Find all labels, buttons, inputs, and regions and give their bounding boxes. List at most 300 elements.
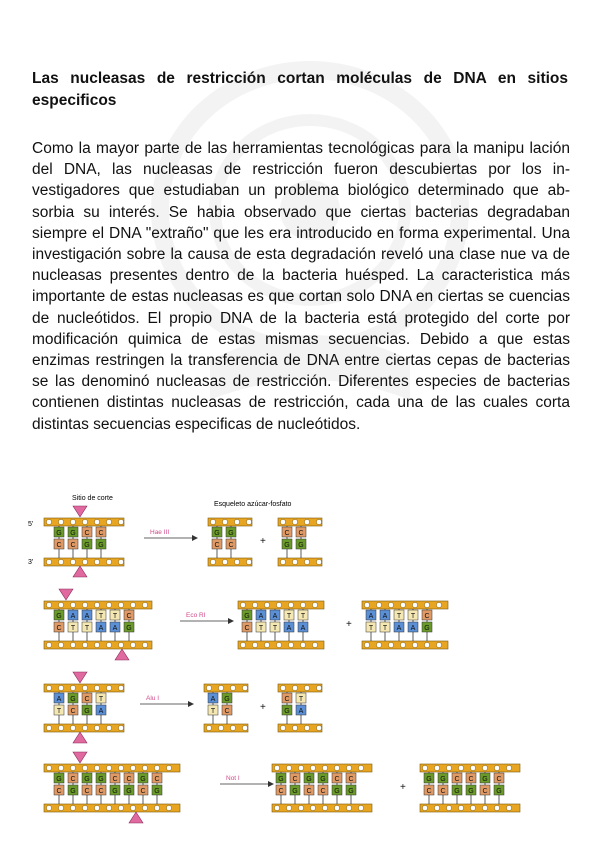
phosphate-dot [412,602,417,607]
phosphate-dot [446,805,451,810]
phosphate-dot [286,765,291,770]
label-backbone: Esqueleto azúcar-fosfato [214,501,292,508]
nucleotide-letter: C [320,788,326,795]
phosphate-dot [240,602,245,607]
nucleotide-letter: G [70,788,76,795]
phosphate-dot [246,559,251,564]
nucleotide-letter: A [56,696,62,703]
phosphate-dot [494,805,499,810]
phosphate-dot [276,642,281,647]
phosphate-dot [94,725,99,730]
phosphate-dot [436,602,441,607]
phosphate-dot [240,642,245,647]
phosphate-dot [358,805,363,810]
restriction-enzyme-figure [28,488,578,833]
phosphate-dot [58,765,63,770]
label-5-prime: 5' [28,521,34,528]
phosphate-dot [94,642,99,647]
phosphate-dot [106,559,111,564]
phosphate-dot [388,642,393,647]
nucleotide-letter: T [410,613,416,620]
phosphate-dot [310,765,315,770]
cut-marker-top [59,589,73,600]
nucleotide-letter: T [70,625,76,632]
nucleotide-letter: T [298,696,304,703]
phosphate-dot [310,805,315,810]
phosphate-dot [400,642,405,647]
arrow-head [268,781,274,787]
phosphate-dot [142,805,147,810]
panel-not-i [44,764,520,812]
nucleotide-letter: G [70,530,76,537]
panel-alu-i [44,684,322,732]
phosphate-dot [46,602,51,607]
nucleotide-letter: T [84,625,90,632]
phosphate-dot [206,725,211,730]
phosphate-dot [334,805,339,810]
phosphate-dot [70,765,75,770]
nucleotide-letter: G [214,530,220,537]
phosphate-dot [118,602,123,607]
nucleotide-letter: T [396,613,402,620]
nucleotide-letter: G [84,542,90,549]
nucleotide-letter: G [278,776,284,783]
nucleotide-letter: G [284,542,290,549]
phosphate-dot [242,685,247,690]
phosphate-dot [142,765,147,770]
phosphate-dot [234,559,239,564]
page-title: Las nucleasas de restricción cortan moléculas de DNA en sitios especificos [32,70,568,109]
phosphate-dot [298,805,303,810]
phosphate-dot [364,602,369,607]
phosphate-dot [280,685,285,690]
phosphate-dot [234,519,239,524]
nucleotide-letter: C [278,788,284,795]
phosphate-dot [280,559,285,564]
phosphate-dot [298,765,303,770]
nucleotide-letter: T [300,613,306,620]
cut-marker-top [73,506,87,517]
phosphate-dot [82,765,87,770]
phosphate-dot [130,602,135,607]
phosphate-dot [82,519,87,524]
plus-sign: + [260,536,266,547]
phosphate-dot [58,519,63,524]
nucleotide-letter: A [396,625,402,632]
nucleotide-letter: T [258,625,264,632]
phosphate-dot [434,805,439,810]
nucleotide-letter: A [70,613,76,620]
phosphate-dot [106,519,111,524]
nucleotide-letter: G [440,776,446,783]
phosphate-dot [94,765,99,770]
phosphate-dot [82,642,87,647]
nucleotide-letter: C [244,625,250,632]
product-fragment [204,684,248,732]
phosphate-dot [206,685,211,690]
phosphate-dot [118,805,123,810]
phosphate-dot [346,765,351,770]
phosphate-dot [334,765,339,770]
nucleotide-letter: G [84,708,90,715]
nucleotide-letter: G [496,788,502,795]
nucleotide-letter: C [126,613,132,620]
nucleotide-letter: C [84,696,90,703]
nucleotide-letter: G [126,625,132,632]
nucleotide-letter: G [224,696,230,703]
phosphate-dot [154,805,159,810]
phosphate-dot [292,519,297,524]
phosphate-dot [94,602,99,607]
arrow-head [228,618,234,624]
label-cut-site: Sitio de corte [72,495,113,502]
nucleotide-letter: C [70,542,76,549]
nucleotide-letter: C [98,530,104,537]
nucleotide-letter: C [126,776,132,783]
phosphate-dot [400,602,405,607]
nucleotide-letter: C [468,776,474,783]
phosphate-dot [82,602,87,607]
product-fragment [272,764,372,812]
phosphate-dot [70,519,75,524]
phosphate-dot [94,805,99,810]
phosphate-dot [252,642,257,647]
phosphate-dot [274,805,279,810]
nucleotide-letter: G [482,776,488,783]
product-fragment [420,764,520,812]
nucleotide-letter: C [98,788,104,795]
phosphate-dot [82,725,87,730]
nucleotide-letter: C [224,708,230,715]
nucleotide-letter: G [298,542,304,549]
nucleotide-letter: C [298,530,304,537]
phosphate-dot [222,559,227,564]
plus-sign: + [260,702,266,713]
nucleotide-letter: C [56,625,62,632]
phosphate-dot [118,725,123,730]
phosphate-dot [218,685,223,690]
phosphate-dot [58,642,63,647]
phosphate-dot [70,685,75,690]
phosphate-dot [412,642,417,647]
phosphate-dot [70,642,75,647]
phosphate-dot [288,642,293,647]
phosphate-dot [58,805,63,810]
nucleotide-letter: C [482,788,488,795]
nucleotide-letter: C [426,788,432,795]
phosphate-dot [70,602,75,607]
arrow-head [192,535,198,541]
product-fragment [238,601,324,649]
phosphate-dot [230,725,235,730]
product-fragment [362,601,448,649]
phosphate-dot [316,725,321,730]
nucleotide-letter: A [368,613,374,620]
phosphate-dot [46,559,51,564]
phosphate-dot [316,685,321,690]
phosphate-dot [506,805,511,810]
nucleotide-letter: C [348,776,354,783]
phosphate-dot [388,602,393,607]
nucleotide-letter: C [56,542,62,549]
nucleotide-letter: G [112,788,118,795]
nucleotide-letter: G [292,788,298,795]
nucleotide-letter: C [228,542,234,549]
phosphate-dot [130,805,135,810]
nucleotide-letter: A [112,625,118,632]
phosphate-dot [246,519,251,524]
phosphate-dot [458,805,463,810]
phosphate-dot [316,559,321,564]
label-3-prime: 3' [28,559,34,566]
phosphate-dot [82,559,87,564]
nucleotide-letter: G [334,788,340,795]
nucleotide-letter: C [292,776,298,783]
nucleotide-letter: A [258,613,264,620]
nucleotide-letter: C [454,776,460,783]
phosphate-dot [70,725,75,730]
nucleotide-letter: G [228,530,234,537]
phosphate-dot [264,602,269,607]
nucleotide-letter: A [272,613,278,620]
phosphate-dot [46,685,51,690]
phosphate-dot [312,602,317,607]
nucleotide-letter: G [56,530,62,537]
phosphate-dot [218,725,223,730]
nucleotide-letter: T [112,613,118,620]
plus-sign: + [346,619,352,630]
phosphate-dot [118,765,123,770]
phosphate-dot [470,805,475,810]
phosphate-dot [106,765,111,770]
nucleotide-letter: T [382,625,388,632]
phosphate-dot [482,805,487,810]
phosphate-dot [376,642,381,647]
nucleotide-letter: C [56,788,62,795]
phosphate-dot [346,805,351,810]
phosphate-dot [358,765,363,770]
phosphate-dot [274,765,279,770]
nucleotide-letter: G [468,788,474,795]
nucleotide-letter: C [334,776,340,783]
nucleotide-letter: G [56,776,62,783]
phosphate-dot [300,642,305,647]
phosphate-dot [506,765,511,770]
nucleotide-letter: A [286,625,292,632]
cut-marker-top [73,752,87,763]
phosphate-dot [288,602,293,607]
phosphate-dot [292,725,297,730]
phosphate-dot [286,805,291,810]
phosphate-dot [210,519,215,524]
enzyme-name: Hae III [150,529,170,536]
phosphate-dot [46,642,51,647]
nucleotide-letter: G [244,613,250,620]
phosphate-dot [312,642,317,647]
phosphate-dot [482,765,487,770]
phosphate-dot [106,725,111,730]
nucleotide-letter: C [70,776,76,783]
nucleotide-letter: A [382,613,388,620]
nucleotide-letter: G [56,613,62,620]
product-fragment [278,684,322,732]
phosphate-dot [316,519,321,524]
phosphate-dot [304,559,309,564]
phosphate-dot [46,765,51,770]
phosphate-dot [280,519,285,524]
enzyme-name: Eco RI [186,612,206,619]
nucleotide-letter: T [286,613,292,620]
nucleotide-letter: T [272,625,278,632]
cut-marker-bottom [129,812,143,823]
nucleotide-letter: G [306,776,312,783]
nucleotide-letter: G [320,776,326,783]
phosphate-dot [94,559,99,564]
nucleotide-letter: C [84,530,90,537]
phosphate-dot [166,805,171,810]
phosphate-dot [230,685,235,690]
phosphate-dot [46,725,51,730]
phosphate-dot [118,519,123,524]
cut-marker-bottom [73,566,87,577]
phosphate-dot [422,805,427,810]
phosphate-dot [436,642,441,647]
phosphate-dot [94,685,99,690]
phosphate-dot [292,559,297,564]
phosphate-dot [106,805,111,810]
phosphate-dot [154,765,159,770]
nucleotide-letter: G [126,788,132,795]
phosphate-dot [130,642,135,647]
cut-marker-bottom [73,732,87,743]
phosphate-dot [276,602,281,607]
phosphate-dot [304,519,309,524]
phosphate-dot [106,602,111,607]
phosphate-dot [70,559,75,564]
nucleotide-letter: T [210,708,216,715]
nucleotide-letter: C [112,776,118,783]
nucleotide-letter: C [84,788,90,795]
phosphate-dot [166,765,171,770]
phosphate-dot [82,805,87,810]
nucleotide-letter: G [140,776,146,783]
phosphate-dot [82,685,87,690]
nucleotide-letter: T [98,613,104,620]
nucleotide-letter: C [306,788,312,795]
phosphate-dot [70,805,75,810]
enzyme-name: Alu I [146,695,160,702]
nucleotide-letter: G [98,542,104,549]
phosphate-dot [58,725,63,730]
nucleotide-letter: C [284,696,290,703]
nucleotide-letter: C [496,776,502,783]
nucleotide-letter: G [70,696,76,703]
phosphate-dot [142,602,147,607]
phosphate-dot [424,642,429,647]
phosphate-dot [46,519,51,524]
enzyme-name: Not I [226,775,240,782]
nucleotide-letter: T [368,625,374,632]
phosphate-dot [58,602,63,607]
nucleotide-letter: C [70,708,76,715]
nucleotide-letter: T [56,708,62,715]
phosphate-dot [422,765,427,770]
phosphate-dot [106,642,111,647]
body-paragraph: Como la mayor parte de las herramientas tecnológicas para la manipu lación del DNA, las nucleasas de restricción fueron descubiertas por los in- vestigadores que estudiaban un problema biológico determinado que ab- sorbia su interés. Se habia observado que ciertas bacterias degradaban siempre el DNA "extraño" que les era introducido en forma experimental. Una investigación sobre la causa de esta degradación reveló una clase nue va de nucleasas presentes dentro de la bacteria huésped. La caracteristica más importante de estas nucleasas es que cortan solo DNA en ciertas se cuencias de nucleótidos. El propio DNA de la bacteria está protegido del corte por modificación quimica de estas mismas secuencias. Debido a que estas enzimas restringen la transferencia de DNA entre ciertas cepas de bacterias se las denominó nucleasas de restricción. Diferentes especies de bacterias contienen distintas nucleasas de restricción, cada una de las cuales corta distintas secuencias especificas de nucleótidos. [32,140,570,433]
nucleotide-letter: G [454,788,460,795]
nucleotide-letter: A [410,625,416,632]
nucleotide-letter: G [426,776,432,783]
phosphate-dot [304,725,309,730]
nucleotide-letter: G [98,776,104,783]
nucleotide-letter: C [154,776,160,783]
phosphate-dot [242,725,247,730]
arrow-head [188,701,194,707]
nucleotide-letter: A [98,625,104,632]
phosphate-dot [470,765,475,770]
phosphate-dot [364,642,369,647]
nucleotide-letter: C [440,788,446,795]
phosphate-dot [58,685,63,690]
nucleotide-letter: A [298,708,304,715]
phosphate-dot [434,765,439,770]
phosphate-dot [458,765,463,770]
nucleotide-letter: G [84,776,90,783]
nucleotide-letter: G [154,788,160,795]
nucleotide-letter: C [140,788,146,795]
phosphate-dot [106,685,111,690]
nucleotide-letter: G [424,625,430,632]
phosphate-dot [94,519,99,524]
phosphate-dot [304,685,309,690]
phosphate-dot [264,642,269,647]
phosphate-dot [118,685,123,690]
phosphate-dot [376,602,381,607]
phosphate-dot [252,602,257,607]
panel-hae-iii [44,518,322,566]
phosphate-dot [494,765,499,770]
phosphate-dot [280,725,285,730]
nucleotide-letter: C [424,613,430,620]
phosphate-dot [322,805,327,810]
phosphate-dot [58,559,63,564]
phosphate-dot [210,559,215,564]
nucleotide-letter: A [84,613,90,620]
phosphate-dot [118,642,123,647]
phosphate-dot [292,685,297,690]
phosphate-dot [142,642,147,647]
nucleotide-letter: A [300,625,306,632]
phosphate-dot [424,602,429,607]
phosphate-dot [46,805,51,810]
plus-sign: + [400,782,406,793]
phosphate-dot [322,765,327,770]
phosphate-dot [300,602,305,607]
nucleotide-letter: G [348,788,354,795]
panel-eco-ri [44,601,448,649]
phosphate-dot [118,559,123,564]
nucleotide-letter: G [284,708,290,715]
cut-marker-bottom [115,649,129,660]
nucleotide-letter: A [98,708,104,715]
nucleotide-letter: A [210,696,216,703]
cut-marker-top [73,672,87,683]
phosphate-dot [130,765,135,770]
nucleotide-letter: T [98,696,104,703]
nucleotide-letter: C [284,530,290,537]
phosphate-dot [222,519,227,524]
product-fragment [208,518,252,566]
